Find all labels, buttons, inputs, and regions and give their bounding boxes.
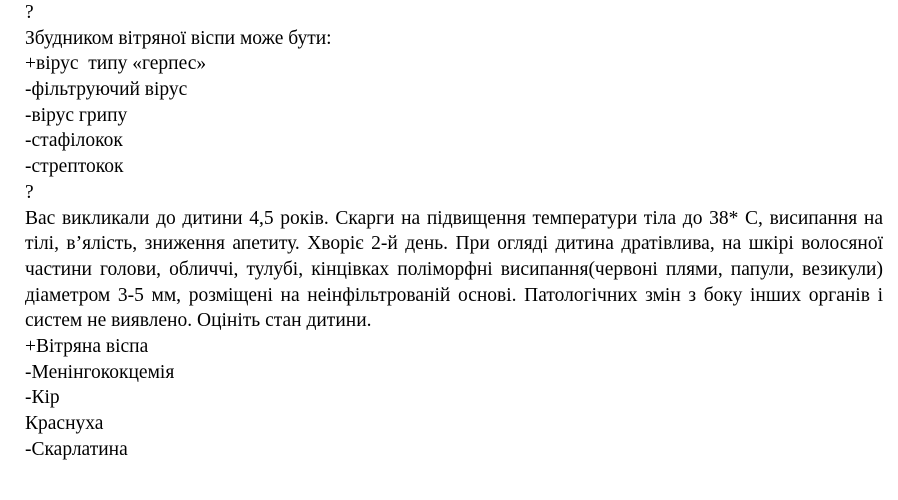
answer-option: -Кір — [25, 387, 60, 409]
question-marker: ? — [25, 181, 34, 203]
question-text: Збудником вітряної віспи може бути: — [25, 27, 332, 49]
answer-option: -Скарлатина — [25, 438, 128, 460]
answer-option: -вірус грипу — [25, 104, 128, 126]
answer-option: -фільтруючий вірус — [25, 79, 188, 101]
answer-option: -Менінгококцемія — [25, 361, 175, 383]
answer-option-correct: +вірус типу «герпес» — [25, 53, 207, 75]
question-block-2 — [25, 180, 883, 463]
question-text: Вас викликали до дитини 4,5 років. Скарги на підвищення температури тіла до 38* С, висипання на тілі, в’ялість, зниження апетиту. Хворіє 2-й день. При огляді дитина дратівлива, на шкірі волосяної частини голови, обличчі, тулубі, кінцівках поліморфні висипання(червоні плями, папули, везикули) діаметром 3-5 мм, розміщені на неінфільтрованій основі. Патологічних змін з боку інших органів і систем не виявлено. Оцініть стан дитини. — [25, 207, 883, 332]
document-page — [25, 0, 883, 462]
question-block-1 — [25, 0, 883, 180]
answer-option: -стрептокок — [25, 156, 124, 178]
answer-option-correct: +Вітряна віспа — [25, 336, 149, 358]
question-marker: ? — [25, 2, 34, 23]
answer-option: Краснуха — [25, 413, 104, 435]
answer-option: -стафілокок — [25, 130, 123, 152]
